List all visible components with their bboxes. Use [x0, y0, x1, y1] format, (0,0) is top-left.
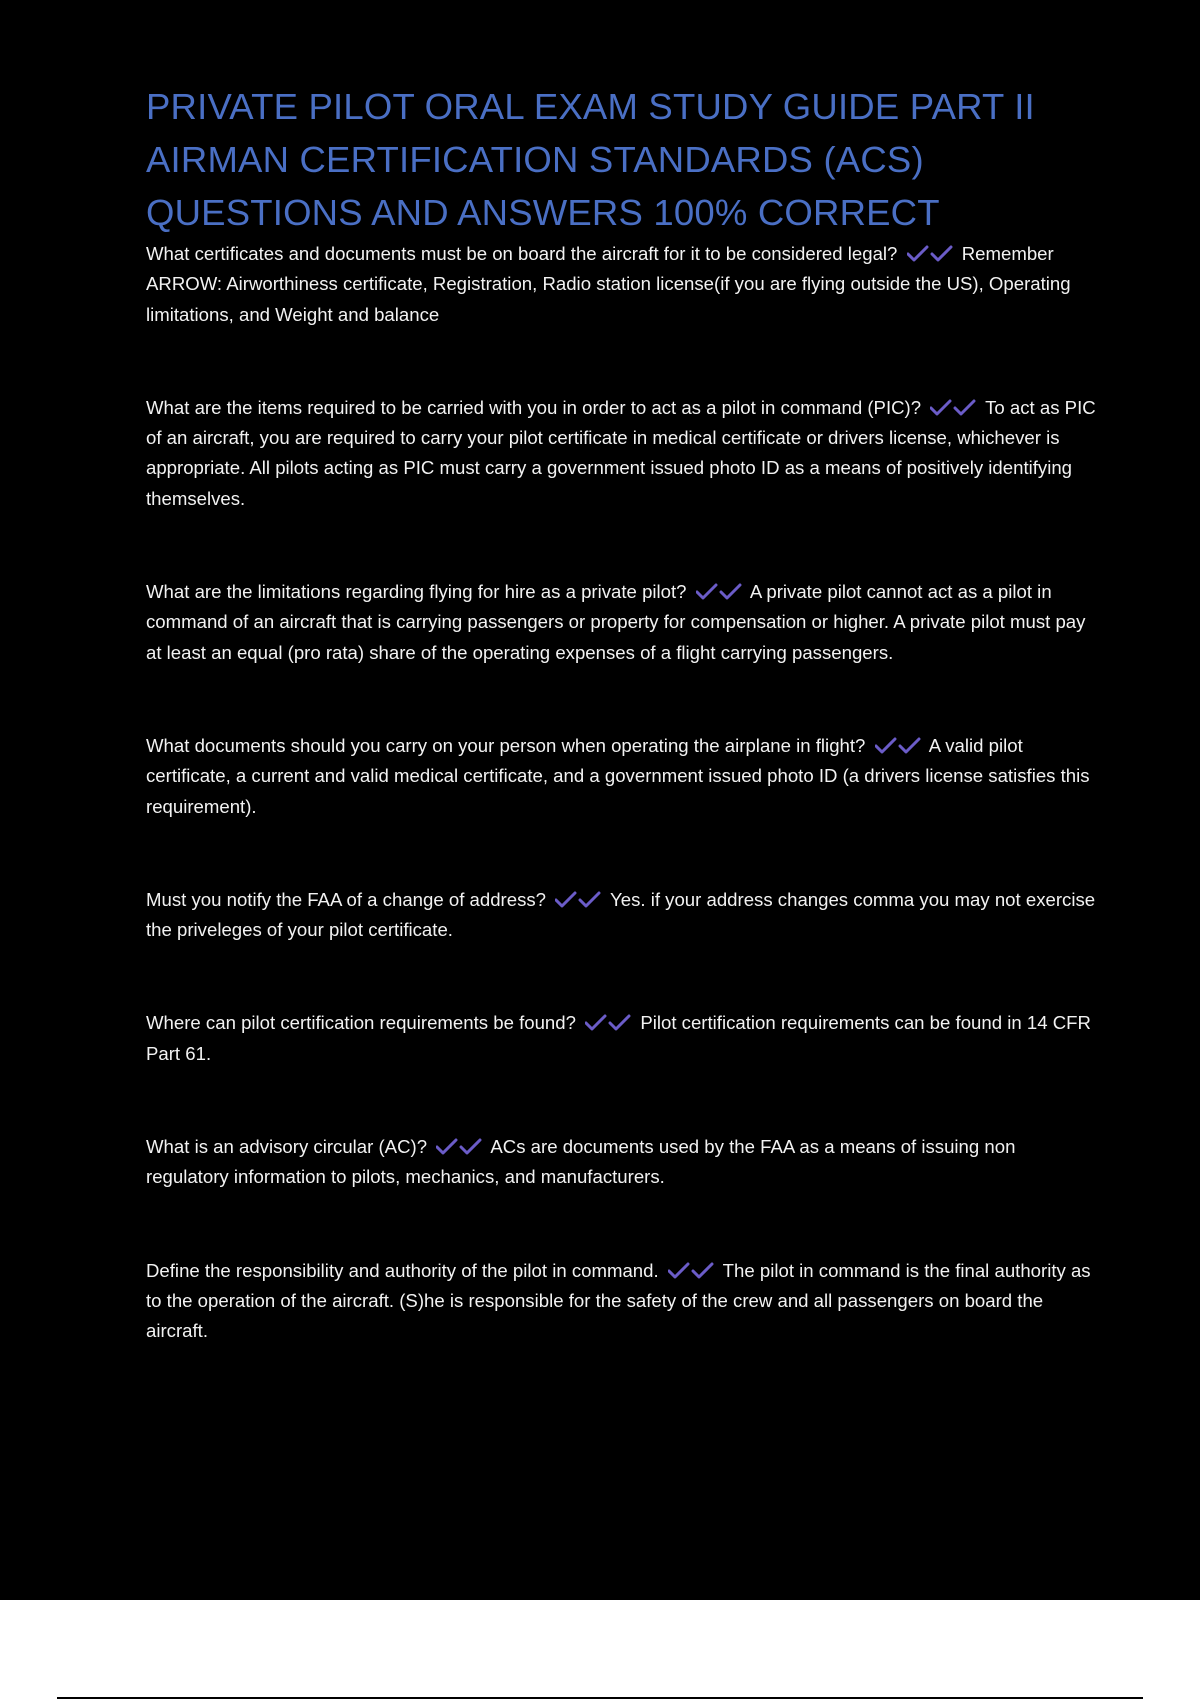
qa-item-4	[146, 731, 1096, 822]
double-check-icon	[930, 393, 976, 423]
title-line-3: QUESTIONS AND ANSWERS 100% CORRECT	[146, 192, 940, 233]
question-text: What certificates and documents must be on board the aircraft for it to be considered legal?	[146, 243, 898, 264]
double-check-icon	[875, 731, 921, 761]
answer-text: Yes. if your address changes comma you may not exercise the priveleges of your pilot certificate.	[146, 888, 1096, 941]
document-content	[146, 80, 1096, 1347]
answer-text: The pilot in command is the final authority as to the operation of the aircraft. (S)he is responsible for the safety of the crew and all passengers on board the aircraft.	[146, 1259, 1091, 1342]
document-title	[146, 80, 1096, 239]
question-text: What are the limitations regarding flying for hire as a private pilot?	[146, 581, 687, 603]
answer-text: ACs are documents used by the FAA as a means of issuing non regulatory information to pilots, mechanics, and manufacturers.	[146, 1136, 1016, 1188]
question-text: What are the items required to be carried with you in order to act as a pilot in command (PIC)?	[146, 396, 922, 418]
qa-item-5	[146, 885, 1096, 946]
double-check-icon	[585, 1008, 631, 1038]
question-text: Where can pilot certification requirements be found?	[146, 1012, 576, 1034]
title-line-2: AIRMAN CERTIFICATION STANDARDS (ACS)	[146, 139, 924, 180]
question-text: What is an advisory circular (AC)?	[146, 1136, 428, 1158]
answer-text: To act as PIC of an aircraft, you are required to carry your pilot certificate in medical certificate or drivers license, whichever is appropriate. All pilots acting as PIC must carry a government issued photo ID as a means of positively identifying themselves.	[146, 396, 1096, 509]
double-check-icon	[696, 577, 742, 607]
question-text: Define the responsibility and authority of the pilot in command.	[146, 1259, 659, 1281]
page-divider	[57, 1697, 1143, 1699]
double-check-icon	[668, 1256, 714, 1286]
qa-item-6	[146, 1008, 1096, 1069]
double-check-icon	[436, 1132, 482, 1162]
qa-item-7	[146, 1132, 1096, 1193]
question-text: What documents should you carry on your person when operating the airplane in flight?	[146, 734, 866, 756]
question-text: Must you notify the FAA of a change of address?	[146, 888, 547, 910]
answer-text: Remember ARROW: Airworthiness certificate, Registration, Radio station license(if you are flying outside the US), Operating limitations, and Weight and balance	[146, 243, 1071, 325]
answer-text: A valid pilot certificate, a current and valid medical certificate, and a government issued photo ID (a drivers license satisfies this requirement).	[146, 734, 1090, 817]
qa-item-1	[146, 239, 1096, 330]
qa-item-8	[146, 1256, 1096, 1347]
qa-item-3	[146, 577, 1096, 668]
title-line-1: PRIVATE PILOT ORAL EXAM STUDY GUIDE PART II	[146, 86, 1035, 127]
double-check-icon	[907, 239, 953, 269]
answer-text: Pilot certification requirements can be found in 14 CFR Part 61.	[146, 1012, 1091, 1064]
answer-text: A private pilot cannot act as a pilot in command of an aircraft that is carrying passengers or property for compensation or higher. A private pilot must pay at least an equal (pro rata) share of the operating expenses of a flight carrying passengers.	[146, 581, 1086, 663]
qa-item-2	[146, 393, 1096, 514]
double-check-icon	[555, 885, 601, 915]
